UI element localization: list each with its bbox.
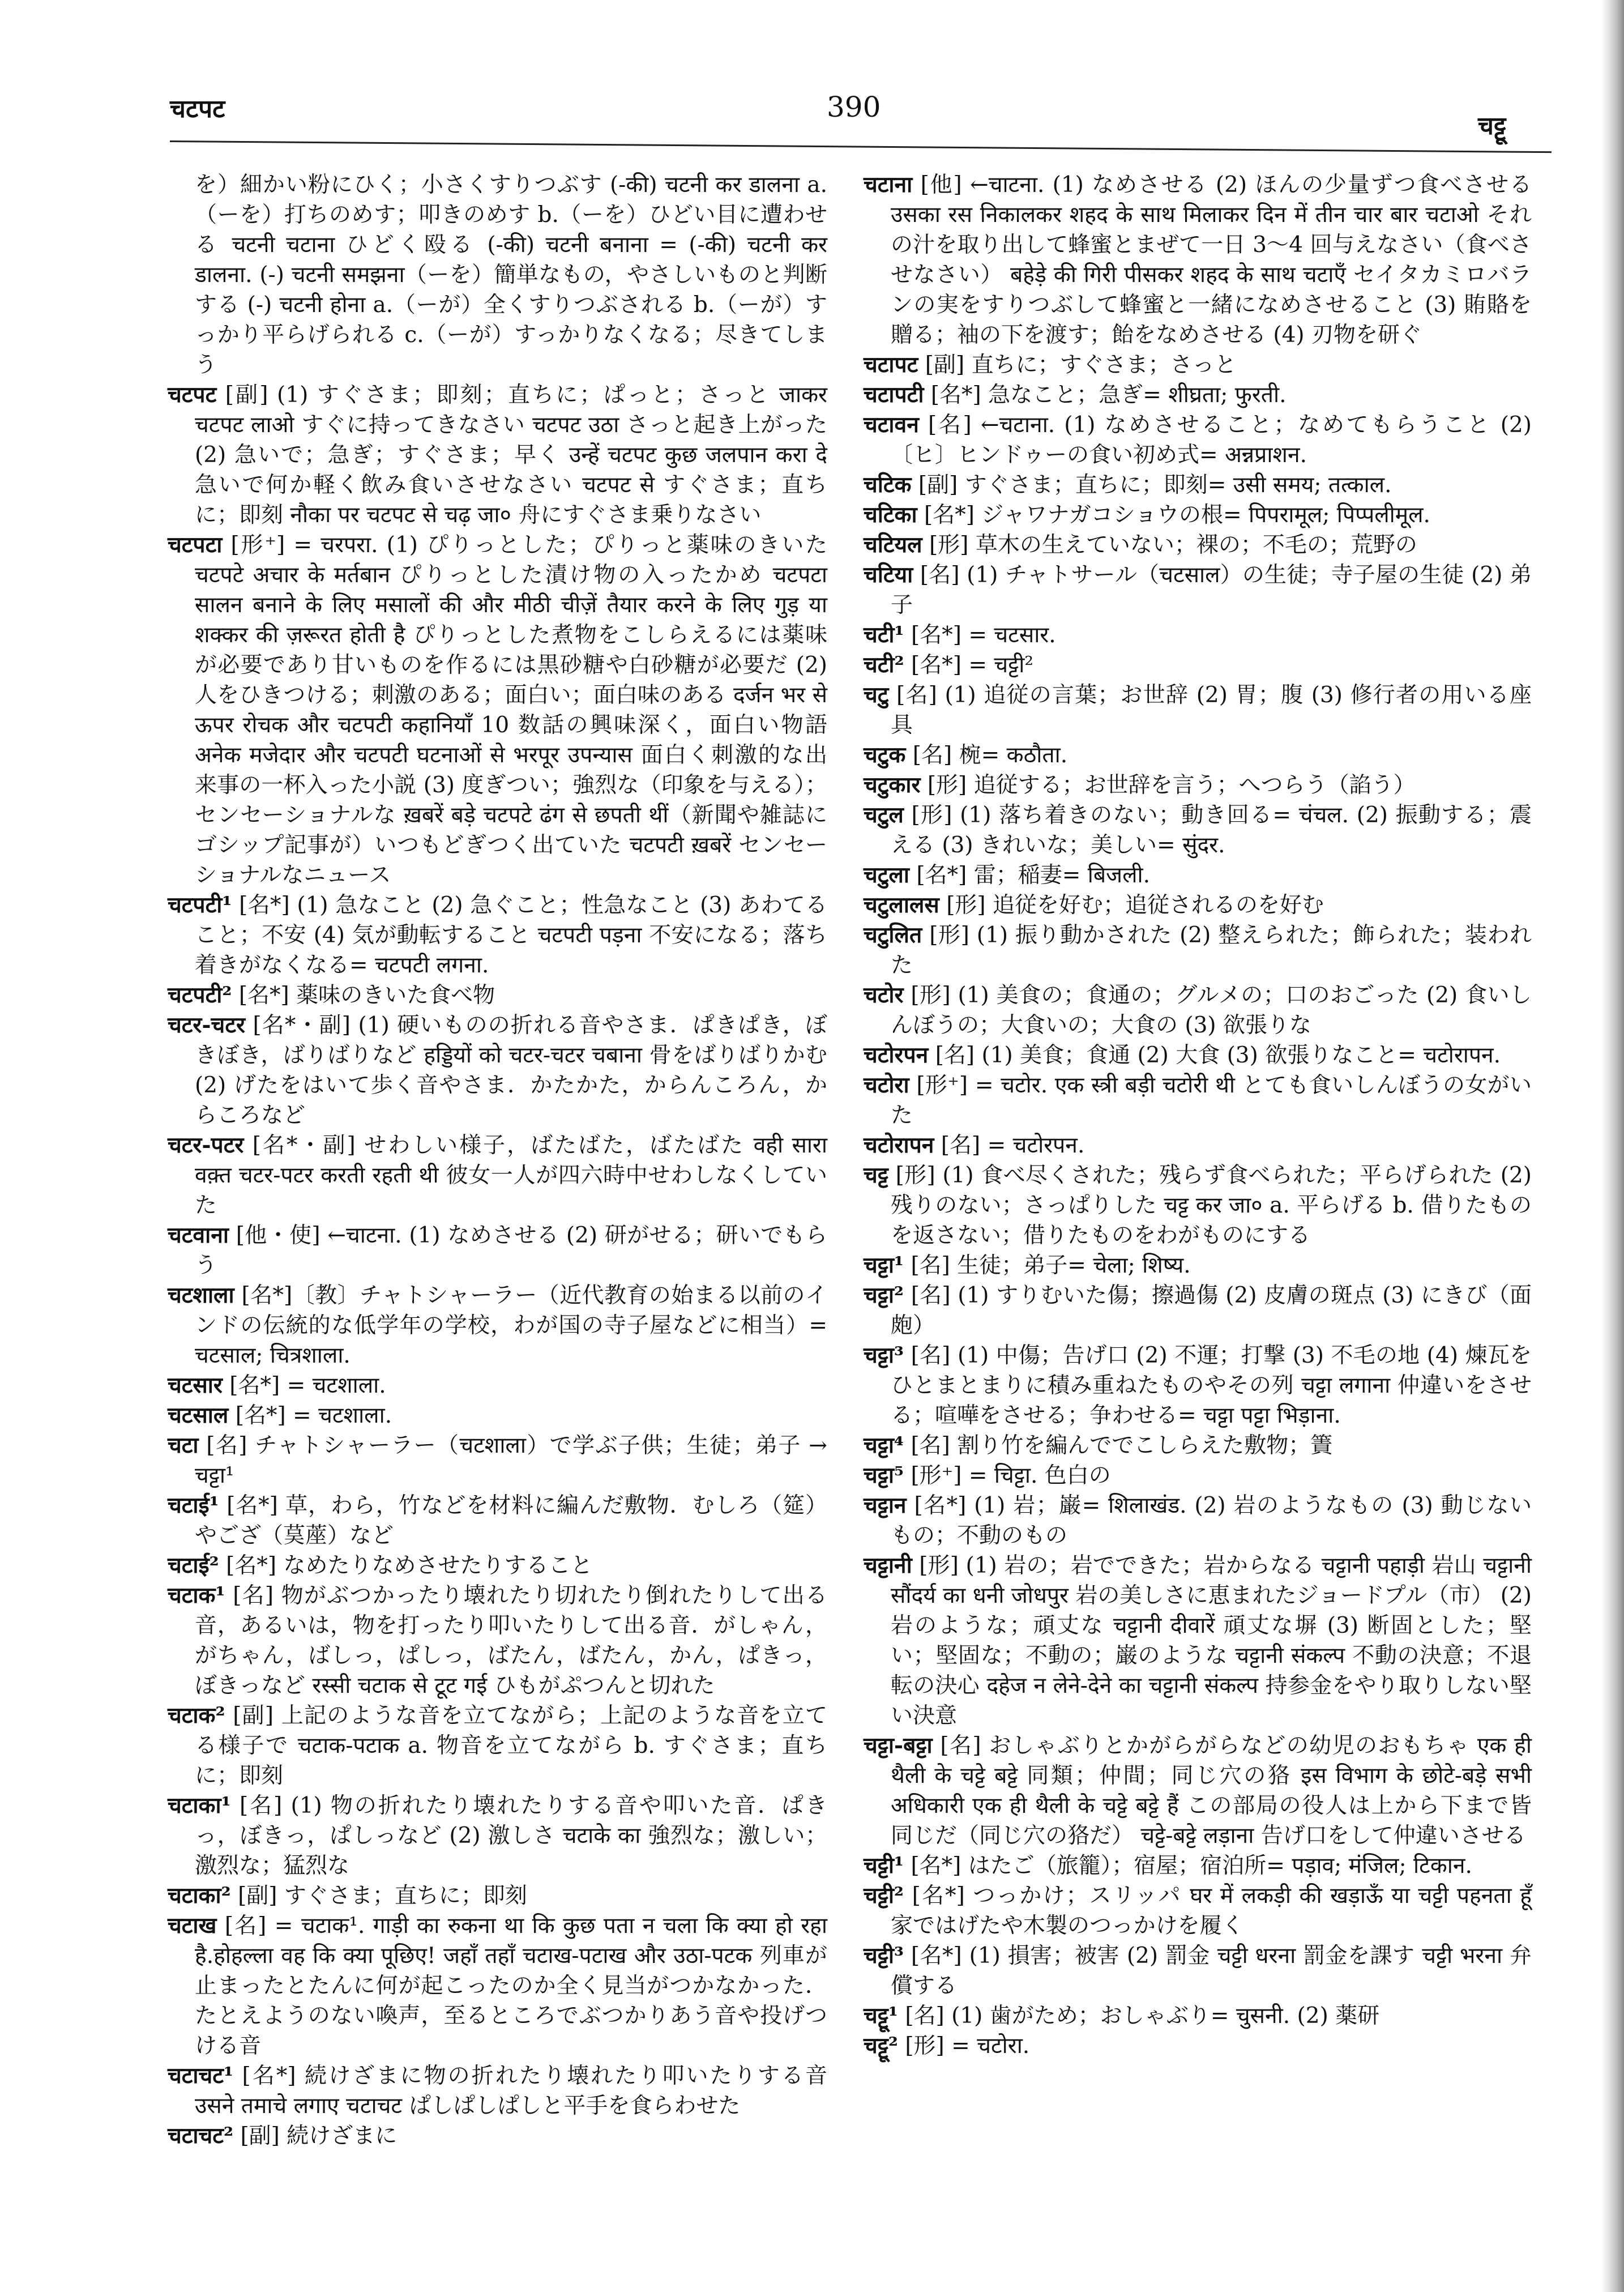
definition: [名] 割り竹を編んででこしらえた敷物；簀 [911,1433,1333,1458]
definition: [名*] はたご（旅籠）；宿屋；宿泊所= पड़ाव; मंजिल; टिकान. [911,1853,1472,1879]
headword: चटोर [864,982,904,1008]
definition: [名] 物がぶつかったり壊れたり切れたり倒れたりして出る音，あるいは，物を打ったり叩いたりして出る音．がしゃん，がちゃん，ばしっ，ぱしっ，ばたん，ばたん，かん，ぱきっ，ぼきっなど रस्सी चटाक से टूट गई ひもがぷつんと切れた [195,1583,827,1698]
definition: [名] (1) 物の折れたり壊れたりする音や叩いた音．ぱきっ，ぼきっ，ぱしっなど (2) 激しさ चटाके का 強烈な；激しい；激烈な；猛烈な [195,1793,827,1879]
headword: चटवाना [168,1222,229,1248]
headword: चट्टू² [864,2033,898,2059]
definition: [他・使] ←चाटना. (1) なめさせる (2) 研がせる；研いでもらう [195,1223,827,1278]
headword: चटुलालस [864,892,939,918]
definition: [形] 追従を好む；追従されるのを好む [946,893,1324,918]
dictionary-entry [864,1461,1532,1491]
definition: [形⁺] = चिट्टा. 色白の [911,1463,1111,1488]
dictionary-entry [864,1941,1532,2001]
dictionary-entry [168,1491,827,1551]
book-binding-shadow [1601,0,1624,2292]
dictionary-entry [864,1130,1532,1160]
definition: [名*] (1) 岩；巌= शिलाखंड. (2) 岩のようなもの (3) 動じないもの；不動のもの [891,1493,1532,1548]
dictionary-entry [864,800,1532,860]
definition: [名*] 草，わら，竹などを材料に編んだ敷物．むしろ（筵）やござ（茣蓙）など [195,1493,827,1548]
headword: चटोरापन [864,1132,934,1158]
dictionary-entry [864,470,1532,500]
definition: [名] (1) 歯がため；おしゃぶり= चुसनी. (2) 薬研 [905,2003,1380,2029]
dictionary-entry [864,890,1532,920]
dictionary-entry [864,1851,1532,1881]
right-guide-word: चट्टू [1478,112,1506,140]
headword: चटुलित [864,922,922,948]
headword: चट्टा⁴ [864,1432,904,1458]
dictionary-entry [168,1551,827,1581]
definition: [名] おしゃぶりとかがらがらなどの幼児のおもちゃ एक ही थैली के चट्टे बट्टे 同類；仲間；同じ穴の狢 इस विभाग के छोटे-बड़े सभी अधिकारी एक ही थैली के चट्टे बट्टे हैं この部局の役人は上から下まで皆同じだ（同じ穴の狢だ） चट्टे-बट्टे लड़ाना 告げ口をして仲違いさせる [891,1733,1532,1849]
dictionary-entry [864,620,1532,650]
definition: [名] (1) 美食；食通 (2) 大食 (3) 欲張りなこと= चटोरापन. [935,1043,1501,1068]
headword: चटपटा [168,532,223,558]
definition: [名] = चटोरपन. [941,1133,1085,1158]
dictionary-entry [168,1220,827,1281]
definition: [副] (1) すぐさま；即刻；直ちに；ぱっと；さっと जाकर चटपट लाओ すぐに持ってきなさい चटपट उठा さっと起き上がった (2) 急いで；急ぎ；すぐさま；早く उन्हें चटपट कुछ जलपान करा दे 急いで何か軽く飲み食いさせなさい चटपट से すぐさま；直ちに；即刻 नौका पर चटपट से चढ़ जा० 舟にすぐさま乗りなさい [195,382,827,528]
dictionary-entry [864,650,1532,680]
dictionary-entry [864,770,1532,800]
dictionary-entry [864,860,1532,890]
definition: [形⁺] = चटोर. एक स्त्री बड़ी चटोरी थी とても食いしんぼうの女がいた [891,1073,1532,1128]
header-rule [170,140,1552,153]
dictionary-entry [864,410,1532,470]
headword: चटाख [168,1913,217,1939]
dictionary-entry [864,920,1532,980]
definition: [副] すぐさま；直ちに；即刻= उसी समय; तत्काल. [918,472,1392,498]
headword: चट्टा-बट्टा [864,1732,933,1759]
definition: [名] ←चटाना. (1) なめさせること；なめてもらうこと (2)〔ヒ〕ヒンドゥーの食い初め式= अन्नप्राशन. [891,412,1532,468]
left-guide-word: चटपट [170,95,225,123]
dictionary-entry [168,2061,827,2121]
headword: चटर-पटर [168,1132,244,1158]
definition: [名] チャトシャーラー（चटशाला）で学ぶ子供；生徒；弟子 → चट्टा¹ [195,1433,827,1488]
dictionary-entry [864,1250,1532,1281]
left-column [168,170,827,2151]
definition: [副] 上記のような音を立てながら；上記のような音を立てる様子で चटाक-पटाक a. 物音を立てながら b. すぐさま；直ちに；即刻 [195,1703,827,1789]
definition: [名] (1) 中傷；告げ口 (2) 不運；打撃 (3) 不毛の地 (4) 煉瓦をひとまとまりに積み重ねたものやその列 चट्टा लगाना 仲違いをさせる；喧嘩をさせる；争わせる= चट्टा पट्टा भिड़ाना. [891,1343,1532,1428]
definition: [名] 生徒；弟子= चेला; शिष्य. [911,1253,1191,1278]
dictionary-entry [864,2031,1532,2061]
dictionary-entry [864,680,1532,740]
dictionary-entry [864,740,1532,770]
definition: [形⁺] = चरपरा. (1) ぴりっとした；ぴりっと薬味のきいた चटपटे अचार के मर्तबान ぴりっとした漬け物の入ったかめ चटपटा सालन बनाने के लिए मसालों की और मीठी चीज़ें तैयार करने के लिए गुड़ या शक्कर की ज़रूरत होती है ぴりっとした煮物をこしらえるには薬味が必要であり甘いものを作るには黒砂糖や白砂糖が必要だ (2) 人をひきつける；刺激のある；面白い；面白味のある दर्जन भर से ऊपर रोचक और चटपटी कहानियाँ 10 数話の興味深く，面白い物語 अनेक मजेदार और चटपटी घटनाओं से भरपूर उपन्यास 面白く刺激的な出来事の一杯入った小説 (3) 度ぎつい；強烈な（印象を与える）；センセーショナルな ख़बरें बड़े चटपटे ढंग से छपती थीं（新聞や雑誌にゴシップ記事が）いつもどぎつく出ていた चटपटी ख़बरें センセーショナルなニュース [195,532,827,888]
dictionary-entry [864,1551,1532,1731]
definition: [他] ←चाटना. (1) なめさせる (2) ほんの少量ずつ食べさせる उसका रस निकालकर शहद के साथ मिलाकर दिन में तीन चार बार चटाओ それの汁を取り出して蜂蜜とまぜて一日 3～4 回与えなさい（食べさせなさい） बहेड़े की गिरी पीसकर शहद के साथ चटाएँ セイタカミロバランの実をすりつぶして蜂蜜と一緒になめさせること (3) 賄賂を贈る；袖の下を渡す；飴をなめさせる (4) 刃物を研ぐ [891,172,1532,348]
definition: [形] (1) 振り動かされた (2) 整えられた；飾られた；装われた [891,923,1532,978]
headword: चट्ट [864,1162,888,1188]
definition: [名*] 雷；稲妻= बिजली. [916,863,1151,888]
headword: चटु [864,682,889,708]
dictionary-entry [168,530,827,890]
definition: [名*] 薬味のきいた食べ物 [238,983,495,1008]
dictionary-entry [864,560,1532,620]
dictionary-entry [864,1281,1532,1341]
definition: [形] (1) 美食の；食通の；グルメの；口のおごった (2) 食いしんぼうの；大食いの；大食の (3) 欲張りな [891,983,1532,1038]
definition: [名*] 急なこと；急ぎ= शीघ्रता; फुरती. [930,382,1287,408]
dictionary-entry [864,1341,1532,1431]
headword: चटर-चटर [168,1012,245,1038]
definition: [名*] = चट्टी² [911,652,1033,678]
dictionary-entry [864,530,1532,560]
dictionary-entry [864,1431,1532,1461]
definition: [形] (1) 食べ尽くされた；残らず食べられた；平らげられた (2) 残りのない；さっぱりした चट्ट कर जा० a. 平らげる b. 借りたものを返さない；借りたものをわがものにする [891,1163,1532,1248]
definition: [名] (1) 追従の言葉；お世辞 (2) 胃；腹 (3) 修行者の用いる座具 [891,682,1532,738]
dictionary-entry [168,980,827,1010]
dictionary-entry [864,350,1532,380]
headword: चटिया [864,562,913,588]
headword: चटुकार [864,772,921,798]
headword: चटा [168,1432,199,1458]
headword: चट्टी² [864,1883,904,1909]
dictionary-entry [864,1491,1532,1551]
headword: चट्टा² [864,1282,904,1308]
definition: [名*]〔教〕チャトシャーラー（近代教育の始まる以前のインドの伝統的な低学年の学校，わが国の寺子屋などに相当）= चटसाल; चित्रशाला. [195,1283,827,1368]
entry-continuation [168,170,827,380]
definition: [形] 草木の生えていない；裸の；不毛の；荒野の [929,532,1417,558]
headword: चटिका [864,502,917,528]
definition: [名*] = चटसार. [911,622,1056,648]
dictionary-entry [864,380,1532,410]
dictionary-entry [168,1401,827,1431]
headword: चटी² [864,652,904,678]
headword: चटाना [864,172,913,198]
headword: चटी¹ [864,622,904,648]
definition: [副] 続けざまに [240,2123,398,2149]
headword: चट्टान [864,1492,907,1518]
headword: चट्टू¹ [864,2003,898,2029]
dictionary-entry [864,500,1532,530]
headword: चटोरा [864,1072,909,1098]
headword: चटुला [864,862,909,888]
headword: चटपटी¹ [168,892,232,918]
headword: चट्टा¹ [864,1252,904,1278]
definition: [名] 椀= कठौता. [912,742,1068,768]
dictionary-entry [168,1791,827,1881]
headword: चटाका¹ [168,1792,231,1819]
headword: चटुल [864,802,904,828]
dictionary-entry [168,1371,827,1401]
headword: चटाक¹ [168,1582,225,1608]
headword: चटुक [864,742,906,768]
dictionary-entry [864,980,1532,1040]
definition: [名*] ジャワナガコショウの根= पिपरामूल; पिप्पलीमूल. [924,502,1430,528]
definition: [名*] = चटशाला. [235,1403,392,1428]
headword: चटसार [168,1372,223,1398]
definition: を）細かい粉にひく；小さくすりつぶす (-की) चटनी कर डालना a.（ーを）打ちのめす；叩きのめす b.（ーを）ひどい目に遭わせる चटनी चटाना ひどく殴る (-की) चटनी बनाना = (-की) चटनी कर डालना. (-) चटनी समझना（ーを）簡単なもの，やさしいものと判断する (-) चटनी होना a.（ーが）全くすりつぶされる b.（ーが）すっかり平らげられる c.（ーが）すっかりなくなる；尽きてしまう [195,172,827,378]
headword: चट्टा³ [864,1342,904,1368]
headword: चट्टानी [864,1552,912,1578]
right-column [864,170,1532,2061]
headword: चटपट [168,382,217,408]
definition: [形] 追従する；お世辞を言う；へつらう（諂う） [927,772,1416,798]
headword: चटाचट¹ [168,2063,234,2089]
headword: चटोरपन [864,1042,929,1068]
definition: [名*・副] (1) 硬いものの折れる音やさま．ぱきぱき，ぼきぼき，ばりばりなど हड्डियों को चटर-चटर चबाना 骨をばりばりかむ (2) げたをはいて歩く音やさま．かたかた，からんころん，からころなど [195,1013,827,1128]
headword: चटाई² [168,1552,219,1578]
headword: चटाका² [168,1883,231,1909]
headword: चटपटी² [168,982,232,1008]
definition: [形] = चटोरा. [905,2033,1030,2059]
dictionary-entry [864,170,1532,350]
definition: [名] = चटाक¹. गाड़ी का रुकना था कि कुछ पता न चला कि क्या हो रहा है.होहल्ला वह कि क्या पूछिए! जहाँ तहाँ चटाख-पटाख और उठा-पटक 列車が止まったとたんに何が起こったのか全く見当がつかなかった．たとえようのない喚声，至るところでぶつかりあう音や投げつける音 [195,1913,827,2059]
definition: [形] (1) 落ち着きのない；動き回る= चंचल. (2) 振動する；震える (3) きれいな；美しい= सुंदर. [891,803,1532,858]
dictionary-entry [168,1581,827,1701]
dictionary-entry [168,1281,827,1371]
dictionary-entry [168,380,827,530]
headword: चटाई¹ [168,1492,219,1518]
page-number: 390 [827,91,881,123]
definition: [名*] = चटशाला. [229,1373,386,1398]
definition: [名] (1) すりむいた傷；擦過傷 (2) 皮膚の斑点 (3) にきび（面皰） [891,1283,1532,1338]
dictionary-entry [168,890,827,980]
headword: चटशाला [168,1282,234,1308]
definition: [名] (1) チャトサール（चटसाल）の生徒；寺子屋の生徒 (2) 弟子 [891,562,1532,618]
definition: [名*・副] せわしい様子，ばたばた，ばたばた वही सारा वक़्त चटर-पटर करती रहती थी 彼女一人が四六時中せわしなくしていた [195,1133,827,1218]
headword: चटियल [864,532,922,558]
headword: चट्टी³ [864,1943,904,1969]
headword: चटाक² [168,1702,225,1728]
headword: चटिक [864,472,912,498]
headword: चटापट [864,352,918,378]
dictionary-entry [168,1911,827,2061]
definition: [名*] 続けざまに物の折れたり壊れたり叩いたりする音 उसने तमाचे लगाए चटाचट ぱしぱしぱしと平手を食らわせた [195,2063,827,2119]
definition: [副] 直ちに；すぐさま；さっと [925,352,1237,378]
definition: [名*] (1) 急なこと (2) 急ぐこと；性急なこと (3) あわてること；不安 (4) 気が動転すること चटपटी पड़ना 不安になる；落ち着きがなくなる= चटपटी लगना. [195,893,827,978]
definition: [副] すぐさま；直ちに；即刻 [238,1883,527,1909]
definition: [形] (1) 岩の；岩でできた；岩からなる चट्टानी पहाड़ी 岩山 चट्टानी सौंदर्य का धनी जोधपुर 岩の美しさに恵まれたジョードプル（市） (2) 岩のような；頑丈な चट्टानी दीवारें 頑丈な塀 (3) 断固とした；堅い；堅固な；不動の；巌のような चट्टानी संकल्प 不動の決意；不退転の決心 दहेज न लेने-देने का चट्टानी संकल्प 持参金をやり取りしない堅い決意 [891,1553,1532,1728]
headword: चट्टी¹ [864,1853,904,1879]
headword: चटापटी [864,382,924,408]
dictionary-entry [168,1881,827,1911]
definition: [名*] (1) 損害；被害 (2) 罰金 चट्टी धरना 罰金を課す चट्टी भरना 弁償する [891,1943,1532,1999]
dictionary-entry [864,1731,1532,1851]
dictionary-entry [864,1881,1532,1941]
dictionary-entry [168,1701,827,1791]
dictionary-entry [864,1070,1532,1130]
headword: चटसाल [168,1402,229,1428]
definition: [名*] なめたりなめさせたりすること [226,1553,593,1578]
headword: चटाचट² [168,2123,234,2149]
dictionary-entry [864,2001,1532,2031]
dictionary-entry [168,1010,827,1130]
dictionary-entry [168,2121,827,2151]
dictionary-entry [864,1160,1532,1250]
dictionary-entry [168,1130,827,1220]
dictionary-entry [168,1431,827,1491]
headword: चटावन [864,412,919,438]
headword: चट्टा⁵ [864,1462,904,1488]
definition: [名*] つっかけ；スリッパ घर में लकड़ी की खड़ाऊँ या चट्टी पहनता हूँ 家ではげたや木製のつっかけを履く [891,1883,1532,1939]
dictionary-entry [864,1040,1532,1070]
